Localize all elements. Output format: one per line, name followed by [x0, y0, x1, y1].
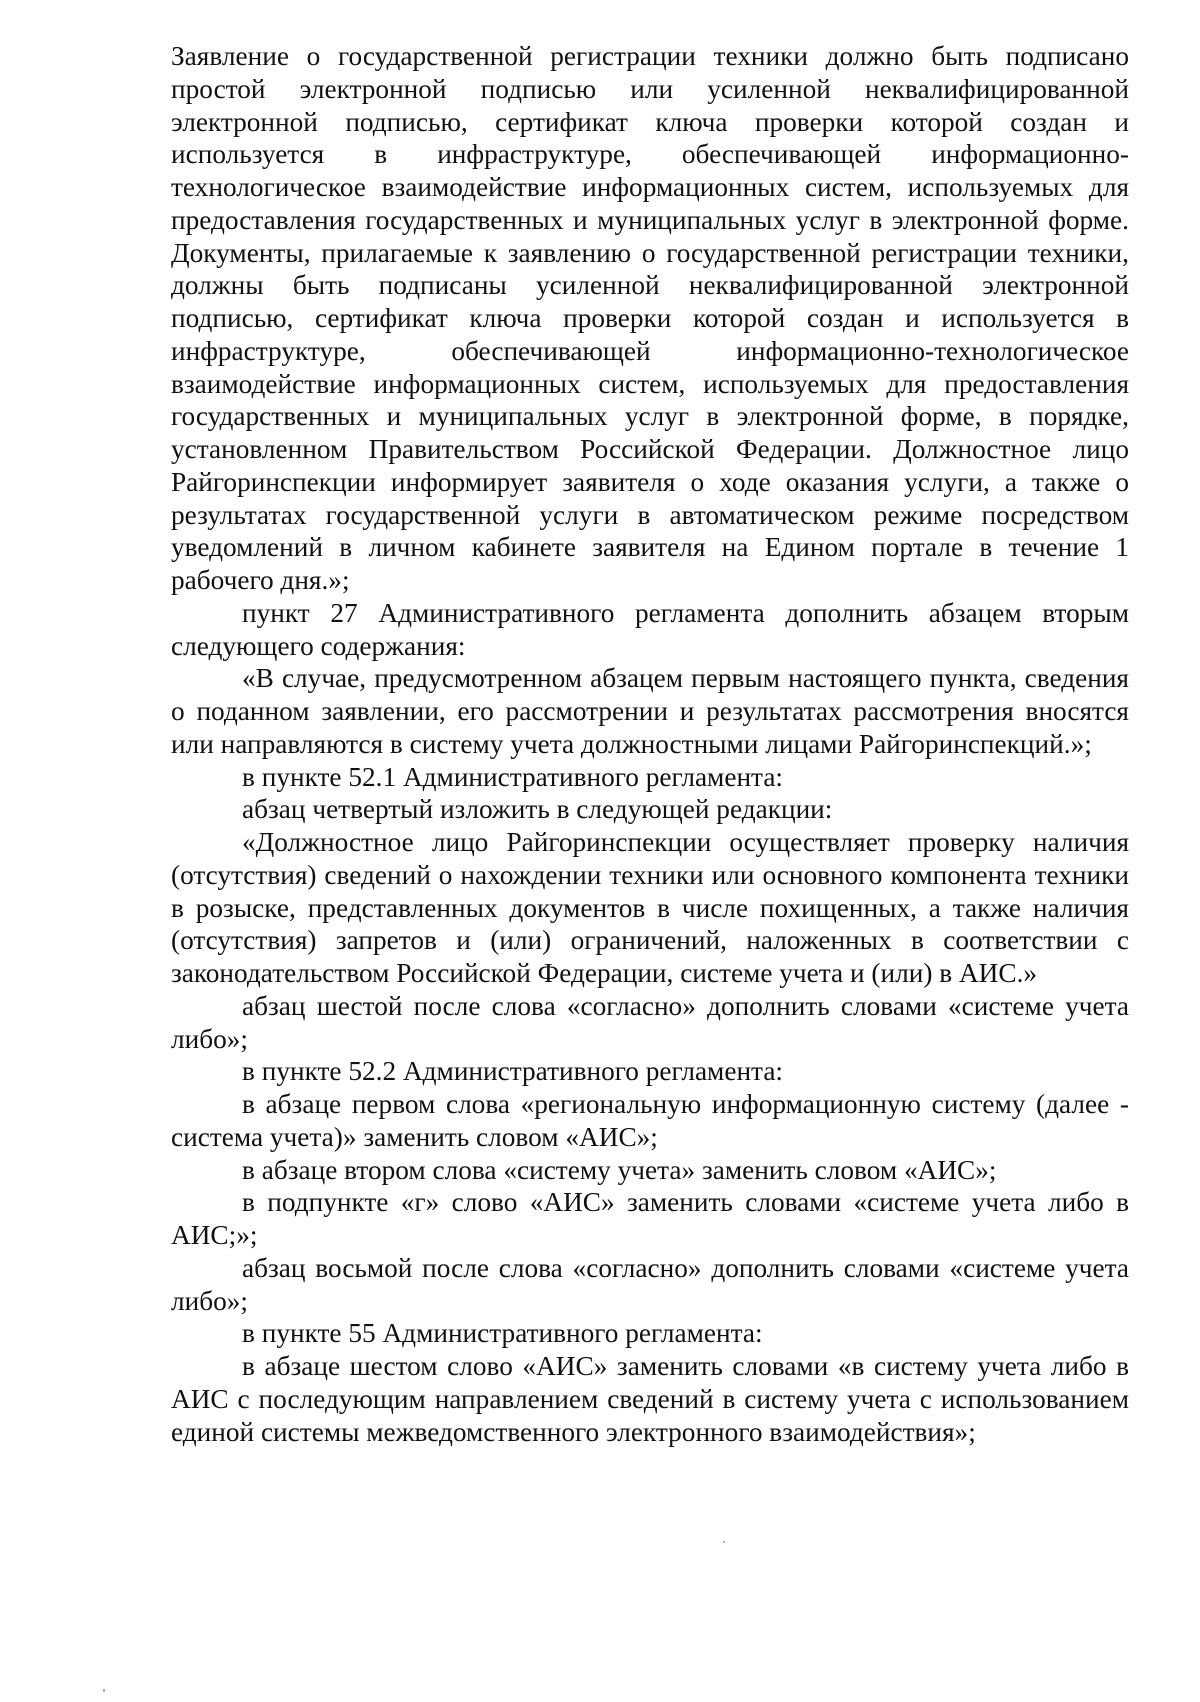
scan-speck	[103, 1689, 105, 1692]
paragraph-item-27: пункт 27 Административного регламента дополнить абзацем вторым следующего содержания:	[171, 597, 1129, 661]
paragraph-item-52-1: в пункте 52.1 Административного регламента:	[242, 761, 784, 792]
document-body	[171, 40, 1129, 1448]
paragraph-52-2-subitem-g: в подпункте «г» слово «АИС» заменить словами «системе учета либо в АИС;»;	[171, 1187, 1129, 1250]
paragraph-item-55: в пункте 55 Административного регламента:	[242, 1318, 763, 1349]
paragraph-52-2-second: в абзаце втором слова «систему учета» заменить словом «АИС»;	[242, 1154, 997, 1185]
paragraph-quote-27: «В случае, предусмотренном абзацем первым настоящего пункта, сведения о поданном заявлении, его рассмотрении и результатах рассмотрения вносятся или направляются в систему учета должностными лицами Райгоринспекций.»;	[171, 663, 1129, 759]
paragraph-item-52-2: в пункте 52.2 Административного регламента:	[242, 1056, 784, 1087]
paragraph-52-2-first: в абзаце первом слова «региональную информационную систему (далее - система учета)» заменить словом «АИС»;	[171, 1089, 1129, 1152]
paragraph-52-1-sixth: абзац шестой после слова «согласно» дополнить словами «системе учета либо»;	[171, 990, 1129, 1054]
scan-speck	[723, 1541, 725, 1543]
paragraph-52-1-fourth: абзац четвертый изложить в следующей редакции:	[242, 794, 833, 825]
paragraph-quote-52-1: «Должностное лицо Райгоринспекции осуществляет проверку наличия (отсутствия) сведений о нахождении техники или основного компонента техники в розыске, представленных документов в числе похищенных, а также наличия (отсутствия) запретов и (или) ограничений, наложенных в соответствии с законодательством Российской Федерации, системе учета и (или) в АИС.»	[171, 827, 1129, 988]
paragraph-55-sixth: в абзаце шестом слово «АИС» заменить словами «в систему учета либо в АИС с последующим направлением сведений в систему учета с использованием единой системы межведомственного электронного взаимодействия»;	[171, 1351, 1129, 1447]
paragraph-continuation: Заявление о государственной регистрации техники должно быть подписано простой электронной подписью или усиленной неквалифицированной электронной подписью, сертификат ключа проверки которой создан и используется в инфраструктуре, обеспечивающей информационно-технологическое взаимодействие информационных систем, используемых для предоставления государственных и муниципальных услуг в электронной форме. Документы, прилагаемые к заявлению о государственной регистрации техники, должны быть подписаны усиленной неквалифицированной электронной подписью, сертификат ключа проверки которой создан и используется в инфраструктуре, обеспечивающей информационно-технологическое взаимодействие информационных систем, используемых для предоставления государственных и муниципальных услуг в электронной форме, в порядке, установленном Правительством Российской Федерации. Должностное лицо Райгоринспекции информирует заявителя о ходе оказания услуги, а также о результатах государственной услуги в автоматическом режиме посредством уведомлений в личном кабинете заявителя на Едином портале в течение 1 рабочего дня.»;	[171, 41, 1129, 595]
paragraph-52-2-eighth: абзац восьмой после слова «согласно» дополнить словами «системе учета либо»;	[171, 1252, 1129, 1316]
